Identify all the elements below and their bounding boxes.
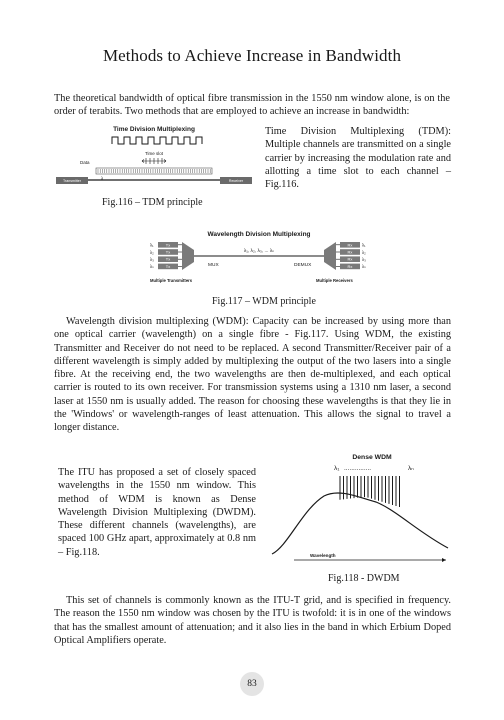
page-number: 83 [247,679,257,689]
tdm-diagram [56,124,252,192]
page-title: Methods to Achieve Increase in Bandwidth [102,46,402,65]
dwdm-curve [272,493,448,554]
wdm-rx-lambda: λ₂ [362,249,366,255]
fig117-caption: Fig.117 – WDM principle [212,296,316,307]
wdm-tx-label: Tx [165,249,171,255]
tdm-transmitter-label: Transmitter [62,179,82,184]
dwdm-axis-arrow [442,558,446,562]
wdm-receivers [335,242,366,269]
wdm-multiple-receivers: Multiple Receivers [316,278,353,283]
wdm-rx-label: Rx [347,249,353,255]
dwdm-lambda-start: λ₁ [334,465,340,472]
dwdm-paragraph: The ITU has proposed a set of closely spaced wavelengths in the 1550 nm window. This method of WDM is known as Dense Wavelength Division Multiplexing (DWDM). These different channels (wavelengths), are spaced 100 GHz apart, approximately at 0.8 nm – Fig.118. [58,467,256,558]
dwdm-lambda-dots: ............... [344,465,372,472]
dwdm-axis-label: Wavelength [310,553,336,558]
final-paragraph-text: This set of channels is commonly known as the ITU-T grid, and is specified in frequency. The reason the 1550 nm window was chosen by the ITU is twofold: it is in one of the windows that has the smallest amount of attenuation; and it also lies in the band in which Erbium Doped Optical Amplifiers operate. [54,595,451,646]
tdm-diagram-title: Time Division Multiplexing [113,126,195,133]
wdm-tx-label: Tx [165,256,171,262]
wdm-tx-lambda: λ₁ [150,242,154,248]
tdm-data-label: Data [80,160,90,165]
fig116-caption: Fig.116 – TDM principle [102,197,203,208]
wdm-tx-lambda: λ₂ [150,249,154,255]
wdm-mux [182,242,194,270]
dwdm-channel-spikes [340,476,400,507]
wdm-diagram [148,228,370,290]
tdm-receiver-label: Receiver [228,179,244,184]
tdm-paragraph: Time Division Multiplexing (TDM): Multiple channels are transmitted on a single carrier by increasing the modulation rate and allotting a time slot to each channel – Fig.116. [265,126,451,191]
tdm-lambda: λ [101,176,104,181]
wdm-center-label: λ₁, λ₂, λ₃, ... λₙ [243,249,275,254]
wdm-rx-lambda: λ₁ [362,242,366,248]
fig118-caption: Fig.118 - DWDM [328,573,400,584]
wdm-multiple-transmitters: Multiple Transmitters [150,278,193,283]
wdm-tx-lambda: λ₃ [150,257,154,262]
page-number-badge [240,672,264,696]
dwdm-lambda-end: λₙ [408,465,414,472]
wdm-transmitters [150,242,183,269]
wdm-paragraph-text: Wavelength division multiplexing (WDM): Capacity can be increased by using more than one optical carrier (wavelength) on a single fibre - Fig.117. Using WDM, the existing Transmitter and Receiver do not need to be replaced. A second Transmitter/Receiver pair of a different wavelength is simply added by multiplexing the output of the two lasers into a single fibre. At the receiving end, the two wavelengths are then de-multiplexed, and each optical carrier is routed to its own receiver. For transmission systems using a 1310 nm laser, a second laser at 1550 nm is usually added. The reason for choosing these wavelengths is that they lie in the 'Windows' or wavelength-ranges of least attenuation. This allows the signal to travel a longer distance. [54,316,451,434]
tdm-time-slot-label: Time slot [144,151,164,156]
wdm-mux-label: MUX [208,263,219,268]
wdm-tx-label: Tx [165,242,171,248]
wdm-diagram-title: Wavelength Division Multiplexing [207,231,311,238]
wdm-paragraph [54,315,451,435]
wdm-rx-lambda: λₙ [362,264,366,270]
wdm-demux-label: DEMUX [294,263,312,268]
tdm-square-wave [112,137,202,144]
dwdm-diagram [268,450,454,570]
final-paragraph [54,594,451,647]
intro-paragraph: The theoretical bandwidth of optical fibre transmission in the 1550 nm window alone, is on the order of terabits. Two methods that are employed to achieve an increase in bandwidth: [54,93,450,118]
dwdm-diagram-title: Dense WDM [352,454,392,461]
wdm-demux [324,242,336,270]
wdm-rx-label: Rx [347,256,353,262]
wdm-rx-lambda: λ₃ [362,257,366,262]
wdm-rx-label: Rx [347,242,353,248]
wdm-tx-lambda: λₙ [150,264,154,270]
wdm-tx-label: Tx [165,263,171,269]
wdm-rx-label: Rx [347,263,353,269]
